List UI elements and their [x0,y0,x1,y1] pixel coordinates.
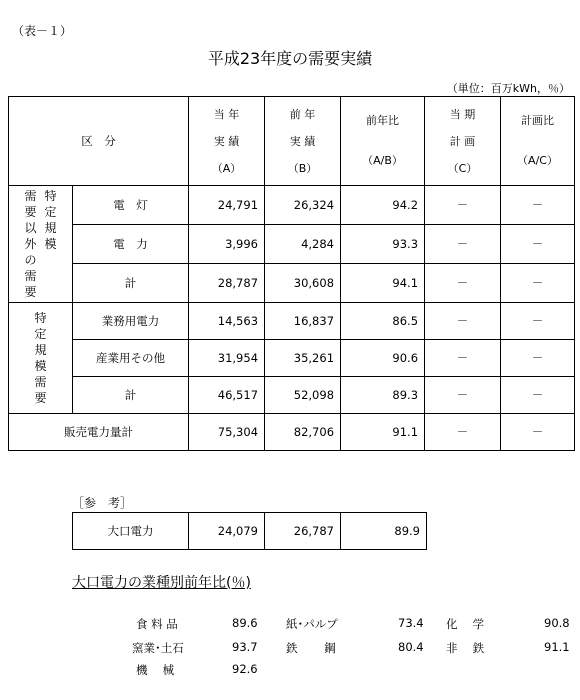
industry-name: 非 鉄 [446,641,485,655]
header-plan-ratio: 計画比 （A/C） [501,97,575,186]
cell-ratio: 91.1 [341,414,425,451]
cell-c: － [425,377,501,414]
total-row [9,414,575,451]
industry-value: 80.4 [398,640,424,654]
cell-ac: － [501,264,575,303]
cell-ratio: 86.5 [341,303,425,340]
cell-ratio: 89.3 [341,377,425,414]
cell-b: 16,837 [265,303,341,340]
header-kubun: 区 分 [9,97,189,186]
row-label: 電 力 [73,225,189,264]
reference-cell-a: 24,079 [189,513,265,550]
cell-c: － [425,186,501,225]
group-label-specified: 特 定 規 模 需 要 [9,303,73,414]
table-label: （表－１） [12,24,73,38]
group-label-non-specified: 需 要 以 外 の 需 要 特 定 規 模 [9,186,73,303]
table-row [9,186,575,225]
industry-value: 90.8 [544,616,570,630]
industry-name: 化 学 [446,617,485,631]
industry-name: 機 械 [136,663,175,677]
cell-a: 3,996 [189,225,265,264]
industry-value: 89.6 [232,616,258,630]
industry-value: 93.7 [232,640,258,654]
industry-name: 窯業･土石 [132,641,184,655]
table-row [9,377,575,414]
row-label: 計 [73,264,189,303]
table-row [9,340,575,377]
header-current: 当 年 実 績 （A） [189,97,265,186]
cell-a: 46,517 [189,377,265,414]
cell-ac: － [501,414,575,451]
cell-ac: － [501,186,575,225]
table-row [9,264,575,303]
cell-c: － [425,414,501,451]
cell-b: 30,608 [265,264,341,303]
page-title: 平成23年度の需要実績 [207,49,373,68]
table-row [9,303,575,340]
reference-label: ［参 考］ [72,496,133,510]
cell-c: － [425,340,501,377]
industry-name: 紙･パルプ [286,617,338,631]
cell-b: 35,261 [265,340,341,377]
industry-value: 92.6 [232,662,258,676]
header-previous: 前 年 実 績 （B） [265,97,341,186]
row-label: 電 灯 [73,186,189,225]
unit-note: （単位：百万kWh，％） [446,82,570,95]
industry-value: 91.1 [544,640,570,654]
industry-value: 73.4 [398,616,424,630]
reference-row [73,513,427,550]
row-label: 業務用電力 [73,303,189,340]
cell-c: － [425,225,501,264]
cell-ac: － [501,377,575,414]
cell-ac: － [501,303,575,340]
cell-ratio: 94.1 [341,264,425,303]
cell-a: 31,954 [189,340,265,377]
cell-b: 4,284 [265,225,341,264]
reference-table [72,512,427,550]
total-label: 販売電力量計 [9,414,189,451]
reference-cell-ratio: 89.9 [341,513,427,550]
cell-ac: － [501,225,575,264]
header-row [9,97,575,186]
reference-row-label: 大口電力 [73,513,189,550]
cell-ratio: 90.6 [341,340,425,377]
table-row [9,225,575,264]
row-label: 産業用その他 [73,340,189,377]
demand-table [8,96,575,451]
cell-a: 75,304 [189,414,265,451]
cell-b: 82,706 [265,414,341,451]
cell-a: 24,791 [189,186,265,225]
row-label: 計 [73,377,189,414]
cell-a: 14,563 [189,303,265,340]
cell-c: － [425,264,501,303]
cell-b: 26,324 [265,186,341,225]
industry-name: 鉄 鋼 [286,641,336,655]
cell-c: － [425,303,501,340]
cell-a: 28,787 [189,264,265,303]
cell-b: 52,098 [265,377,341,414]
cell-ratio: 93.3 [341,225,425,264]
cell-ac: － [501,340,575,377]
industry-title: 大口電力の業種別前年比(％) [72,575,251,591]
industry-name: 食 料 品 [136,617,178,631]
header-plan: 当 期 計 画 （C） [425,97,501,186]
cell-ratio: 94.2 [341,186,425,225]
reference-cell-b: 26,787 [265,513,341,550]
header-ratio: 前年比 （A/B） [341,97,425,186]
